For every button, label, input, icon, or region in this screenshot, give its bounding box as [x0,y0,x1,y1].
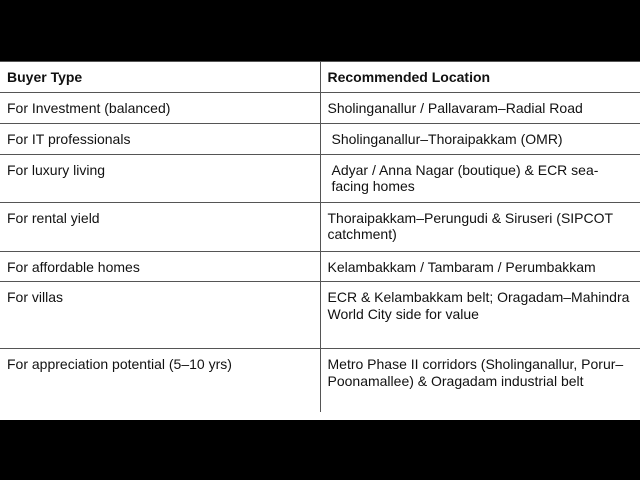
document-frame [0,61,640,420]
table-row [0,202,640,251]
buyer-type-cell: For luxury living [0,154,320,202]
table-row [0,282,640,349]
location-cell: ECR & Kelambakkam belt; Oragadam–Mahindra World City side for value [320,282,640,349]
header-buyer-type: Buyer Type [0,62,320,93]
header-row [0,62,640,93]
table-row [0,154,640,202]
buyer-type-cell: For Investment (balanced) [0,93,320,124]
table-row [0,349,640,413]
buyer-type-cell: For appreciation potential (5–10 yrs) [0,349,320,413]
buyer-type-cell: For IT professionals [0,123,320,154]
buyer-type-cell: For affordable homes [0,251,320,282]
table-row [0,123,640,154]
buyer-location-table [0,61,640,412]
buyer-type-cell: For rental yield [0,202,320,251]
location-cell: Metro Phase II corridors (Sholinganallur, Porur–Poonamallee) & Oragadam industrial belt [320,349,640,413]
header-recommended-location: Recommended Location [320,62,640,93]
location-cell: Kelambakkam / Tambaram / Perumbakkam [320,251,640,282]
location-cell: Sholinganallur / Pallavaram–Radial Road [320,93,640,124]
table-row [0,93,640,124]
location-cell: Thoraipakkam–Perungudi & Siruseri (SIPCOT catchment) [320,202,640,251]
table-row [0,251,640,282]
location-cell: Sholinganallur–Thoraipakkam (OMR) [320,123,640,154]
buyer-type-cell: For villas [0,282,320,349]
location-cell: Adyar / Anna Nagar (boutique) & ECR sea-facing homes [320,154,640,202]
